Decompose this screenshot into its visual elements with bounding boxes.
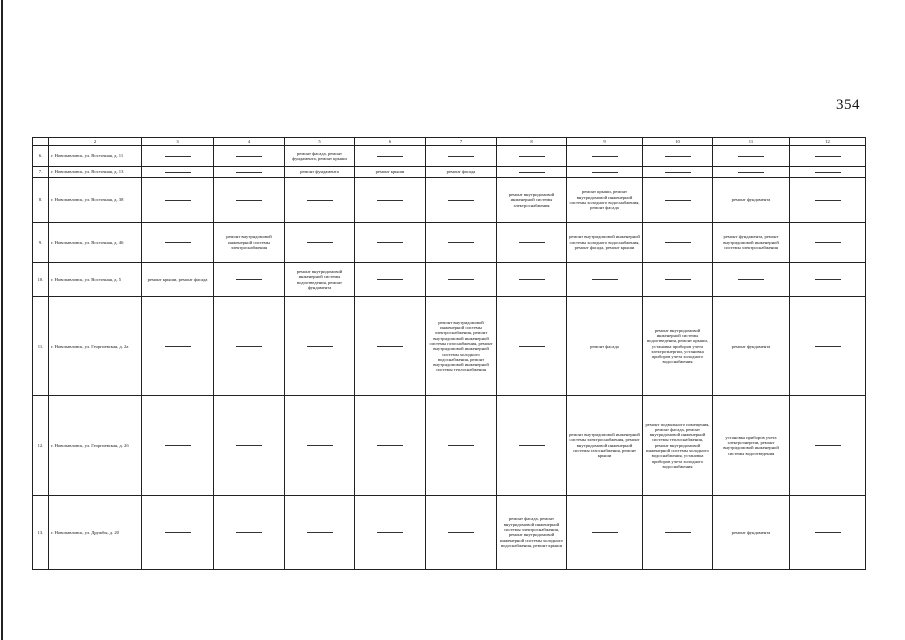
work-cell bbox=[142, 263, 214, 297]
cell-text: 9. bbox=[38, 239, 43, 245]
address-cell bbox=[49, 396, 142, 495]
address-cell bbox=[49, 166, 142, 177]
empty-dash bbox=[448, 532, 474, 533]
work-cell bbox=[713, 146, 790, 167]
empty-dash bbox=[165, 242, 191, 243]
work-cell bbox=[285, 178, 355, 222]
empty-dash bbox=[236, 172, 262, 173]
work-cell bbox=[426, 222, 497, 262]
cell-text: ремонт внутридомовой инженерной системы электроснабжения, ремонт внутридомовой инженерной системы газоснабжения, ремонт крыши bbox=[569, 432, 640, 459]
work-cell bbox=[214, 146, 285, 167]
empty-dash bbox=[377, 156, 403, 157]
empty-dash bbox=[665, 200, 691, 201]
empty-dash bbox=[307, 532, 333, 533]
work-cell bbox=[214, 178, 285, 222]
empty-dash bbox=[519, 156, 545, 157]
empty-dash bbox=[377, 532, 403, 533]
work-cell bbox=[790, 166, 866, 177]
work-cell bbox=[214, 495, 285, 569]
empty-dash bbox=[448, 445, 474, 446]
empty-dash bbox=[738, 279, 764, 280]
work-cell bbox=[567, 146, 643, 167]
empty-dash bbox=[519, 445, 545, 446]
cell-text: 6. bbox=[38, 153, 43, 159]
table-row bbox=[33, 263, 866, 297]
work-cell bbox=[790, 297, 866, 396]
row-number-cell bbox=[33, 222, 49, 262]
cell-text: ремонт внутридомовой инженерной системы холодного водоснабжения, ремонт фасада, ремонт крыши bbox=[569, 234, 640, 251]
cell-text: г. Новопавловск, ул. Восточная, д. 38 bbox=[51, 197, 124, 203]
empty-dash bbox=[448, 200, 474, 201]
table-row bbox=[33, 396, 866, 495]
header-cell: 5 bbox=[285, 138, 355, 146]
work-cell bbox=[713, 297, 790, 396]
work-cell bbox=[142, 146, 214, 167]
empty-dash bbox=[377, 242, 403, 243]
row-number-cell bbox=[33, 263, 49, 297]
work-cell bbox=[567, 495, 643, 569]
empty-dash bbox=[307, 346, 333, 347]
empty-dash bbox=[519, 279, 545, 280]
work-cell bbox=[497, 495, 567, 569]
cell-text: 10. bbox=[37, 276, 44, 282]
empty-dash bbox=[165, 346, 191, 347]
work-cell bbox=[643, 263, 713, 297]
work-cell bbox=[567, 297, 643, 396]
empty-dash bbox=[377, 346, 403, 347]
empty-dash bbox=[236, 445, 262, 446]
table-row bbox=[33, 297, 866, 396]
work-cell bbox=[790, 495, 866, 569]
work-cell bbox=[713, 166, 790, 177]
work-cell bbox=[497, 396, 567, 495]
work-cell bbox=[142, 222, 214, 262]
work-cell bbox=[790, 263, 866, 297]
empty-dash bbox=[665, 172, 691, 173]
empty-dash bbox=[165, 445, 191, 446]
work-cell bbox=[713, 222, 790, 262]
cell-text: 12. bbox=[37, 442, 44, 448]
empty-dash bbox=[448, 156, 474, 157]
empty-dash bbox=[519, 242, 545, 243]
work-cell bbox=[643, 146, 713, 167]
work-cell bbox=[355, 166, 426, 177]
empty-dash bbox=[448, 242, 474, 243]
empty-dash bbox=[592, 279, 618, 280]
work-cell bbox=[285, 146, 355, 167]
work-cell bbox=[643, 396, 713, 495]
work-cell bbox=[713, 495, 790, 569]
empty-dash bbox=[377, 445, 403, 446]
empty-dash bbox=[815, 445, 841, 446]
cell-text: г. Новопавловск, ул. Восточная, д. 13 bbox=[51, 169, 124, 175]
cell-text: ремонт фундамента bbox=[731, 529, 771, 535]
empty-dash bbox=[377, 279, 403, 280]
empty-dash bbox=[236, 346, 262, 347]
work-cell bbox=[285, 222, 355, 262]
empty-dash bbox=[165, 200, 191, 201]
header-cell: 8 bbox=[497, 138, 567, 146]
work-cell bbox=[497, 178, 567, 222]
work-cell bbox=[355, 263, 426, 297]
work-cell bbox=[142, 166, 214, 177]
cell-text: ремонт фасада, ремонт фундамента, ремонт крыши bbox=[292, 150, 347, 162]
work-cell bbox=[214, 263, 285, 297]
header-cell: 3 bbox=[142, 138, 214, 146]
empty-dash bbox=[307, 445, 333, 446]
empty-dash bbox=[665, 532, 691, 533]
cell-text: г. Новопавловск, ул. Георгиевская, д. 2а bbox=[51, 343, 129, 349]
work-cell bbox=[355, 178, 426, 222]
row-number-cell bbox=[33, 178, 49, 222]
empty-dash bbox=[377, 200, 403, 201]
page-left-edge bbox=[1, 0, 3, 640]
work-cell bbox=[355, 222, 426, 262]
cell-text: г. Новопавловск, ул. Восточная, д. 5 bbox=[51, 276, 122, 282]
cell-text: ремонт крыши bbox=[375, 169, 405, 175]
cell-text: г. Новопавловск, ул. Восточная, д. 11 bbox=[51, 153, 124, 159]
empty-dash bbox=[519, 346, 545, 347]
work-cell bbox=[713, 396, 790, 495]
header-cell: 4 bbox=[214, 138, 285, 146]
cell-text: ремонт фундамента bbox=[731, 197, 771, 203]
empty-dash bbox=[815, 346, 841, 347]
empty-dash bbox=[738, 156, 764, 157]
address-cell bbox=[49, 146, 142, 167]
header-cell: 7 bbox=[426, 138, 497, 146]
empty-dash bbox=[236, 200, 262, 201]
row-number-cell bbox=[33, 396, 49, 495]
address-cell bbox=[49, 222, 142, 262]
repair-schedule-table bbox=[32, 137, 866, 570]
cell-text: ремонт внутридомовой инженерной системы электроснабжения bbox=[226, 234, 272, 251]
work-cell bbox=[497, 297, 567, 396]
work-cell bbox=[355, 495, 426, 569]
table-row bbox=[33, 495, 866, 569]
cell-text: г. Новопавловск, ул. Дружбы, д. 20 bbox=[51, 529, 119, 535]
empty-dash bbox=[236, 532, 262, 533]
empty-dash bbox=[665, 242, 691, 243]
work-cell bbox=[285, 166, 355, 177]
empty-dash bbox=[448, 279, 474, 280]
empty-dash bbox=[592, 172, 618, 173]
table-body bbox=[33, 138, 866, 570]
cell-text: ремонт подвального помещения, ремонт фасада, ремонт внутридомовой инженерной системы теплоснабжения, ремонт внутридомовой инженерной системы холодного водоснабжения, установка приборов учета холодного водоснабжения bbox=[645, 421, 710, 469]
work-cell bbox=[285, 495, 355, 569]
work-cell bbox=[142, 178, 214, 222]
table-row bbox=[33, 178, 866, 222]
work-cell bbox=[497, 166, 567, 177]
empty-dash bbox=[307, 242, 333, 243]
cell-text: ремонт фасада, ремонт внутридомовой инженерной системы электроснабжения, ремонт внутридомовой инженерной системы холодного водоснабжения, ремонт крыши bbox=[500, 516, 563, 548]
work-cell bbox=[142, 396, 214, 495]
cell-text: ремонт фундамента bbox=[300, 169, 339, 175]
cell-text: ремонт фундамента bbox=[731, 343, 771, 349]
work-cell bbox=[214, 222, 285, 262]
address-cell bbox=[49, 178, 142, 222]
cell-text: 7. bbox=[38, 169, 43, 175]
work-cell bbox=[426, 146, 497, 167]
empty-dash bbox=[815, 532, 841, 533]
empty-dash bbox=[815, 242, 841, 243]
empty-dash bbox=[165, 172, 191, 173]
work-cell bbox=[214, 166, 285, 177]
work-cell bbox=[497, 146, 567, 167]
cell-text: ремонт фасада bbox=[590, 343, 619, 349]
work-cell bbox=[497, 222, 567, 262]
cell-text: ремонт внутридомовой инженерной системы водоотведения, ремонт фундамента bbox=[296, 268, 343, 290]
work-cell bbox=[426, 297, 497, 396]
cell-text: г. Новопавловск, ул. Георгиевская, д. 2б bbox=[51, 442, 129, 448]
header-cell: 2 bbox=[49, 138, 142, 146]
empty-dash bbox=[815, 200, 841, 201]
cell-text: ремонт крыши, ремонт фасада bbox=[147, 276, 208, 282]
work-cell bbox=[285, 297, 355, 396]
cell-text: ремонт внутридомовой инженерной системы электроснабжения bbox=[508, 192, 555, 208]
work-cell bbox=[426, 166, 497, 177]
table-row bbox=[33, 222, 866, 262]
header-cell: 6 bbox=[355, 138, 426, 146]
empty-dash bbox=[815, 279, 841, 280]
header-cell: 10 bbox=[643, 138, 713, 146]
work-cell bbox=[426, 495, 497, 569]
cell-text: ремонт внутридомовой инженерной системы водоотведения, ремонт крыши, установка приборов учета электроэнергии, установка приборов учета холодного водоснабжения bbox=[647, 327, 708, 365]
work-cell bbox=[643, 178, 713, 222]
address-cell bbox=[49, 297, 142, 396]
work-cell bbox=[142, 297, 214, 396]
header-cell: 12 bbox=[790, 138, 866, 146]
table-row bbox=[33, 146, 866, 167]
cell-text: установка приборов учета электроэнергии, ремонт внутридомовой инженерной системы водоотведения bbox=[723, 434, 779, 456]
work-cell bbox=[285, 396, 355, 495]
work-cell bbox=[567, 263, 643, 297]
work-cell bbox=[643, 166, 713, 177]
empty-dash bbox=[236, 279, 262, 280]
cell-text: ремонт крыши, ремонт внутридомовой инженерной системы холодного водоснабжения, ремонт фасада bbox=[569, 189, 640, 211]
work-cell bbox=[426, 396, 497, 495]
work-cell bbox=[643, 297, 713, 396]
cell-text: ремонт фундамента, ремонт внутридомовой инженерной системы электроснабжения bbox=[723, 234, 779, 251]
empty-dash bbox=[519, 172, 545, 173]
row-number-cell bbox=[33, 166, 49, 177]
empty-dash bbox=[165, 156, 191, 157]
cell-text: 11. bbox=[37, 343, 44, 349]
work-cell bbox=[790, 396, 866, 495]
work-cell bbox=[567, 222, 643, 262]
empty-dash bbox=[592, 532, 618, 533]
header-cell: 11 bbox=[713, 138, 790, 146]
header-cell: 9 bbox=[567, 138, 643, 146]
work-cell bbox=[790, 222, 866, 262]
work-cell bbox=[713, 178, 790, 222]
work-cell bbox=[285, 263, 355, 297]
cell-text: ремонт внутридомовой инженерной системы электроснабжения, ремонт внутридомовой инженерной системы газоснабжения, ремонт внутридомовой инженерной системы холодного водоснабжения, ремонт внутридомовой инженерной системы теплоснабжения bbox=[429, 319, 493, 373]
header-cell bbox=[33, 138, 49, 146]
work-cell bbox=[790, 146, 866, 167]
address-cell bbox=[49, 495, 142, 569]
row-number-cell bbox=[33, 297, 49, 396]
page-number: 354 bbox=[836, 97, 860, 113]
work-cell bbox=[214, 396, 285, 495]
empty-dash bbox=[738, 172, 764, 173]
work-cell bbox=[643, 222, 713, 262]
work-cell bbox=[355, 396, 426, 495]
empty-dash bbox=[665, 279, 691, 280]
cell-text: г. Новопавловск, ул. Восточная, д. 46 bbox=[51, 239, 124, 245]
work-cell bbox=[355, 297, 426, 396]
cell-text: 8. bbox=[38, 197, 43, 203]
empty-dash bbox=[665, 156, 691, 157]
row-number-cell bbox=[33, 495, 49, 569]
cell-text: 13. bbox=[37, 529, 44, 535]
address-cell bbox=[49, 263, 142, 297]
cell-text: ремонт фасада bbox=[446, 169, 476, 175]
work-cell bbox=[790, 178, 866, 222]
empty-dash bbox=[815, 156, 841, 157]
row-number-cell bbox=[33, 146, 49, 167]
empty-dash bbox=[236, 156, 262, 157]
work-cell bbox=[214, 297, 285, 396]
work-cell bbox=[355, 146, 426, 167]
work-cell bbox=[426, 263, 497, 297]
empty-dash bbox=[165, 532, 191, 533]
work-cell bbox=[497, 263, 567, 297]
work-cell bbox=[426, 178, 497, 222]
work-cell bbox=[567, 178, 643, 222]
table-row bbox=[33, 166, 866, 177]
empty-dash bbox=[815, 172, 841, 173]
work-cell bbox=[713, 263, 790, 297]
table-header-row bbox=[33, 138, 866, 146]
work-cell bbox=[567, 396, 643, 495]
work-cell bbox=[643, 495, 713, 569]
empty-dash bbox=[592, 156, 618, 157]
work-cell bbox=[142, 495, 214, 569]
work-cell bbox=[567, 166, 643, 177]
empty-dash bbox=[307, 200, 333, 201]
